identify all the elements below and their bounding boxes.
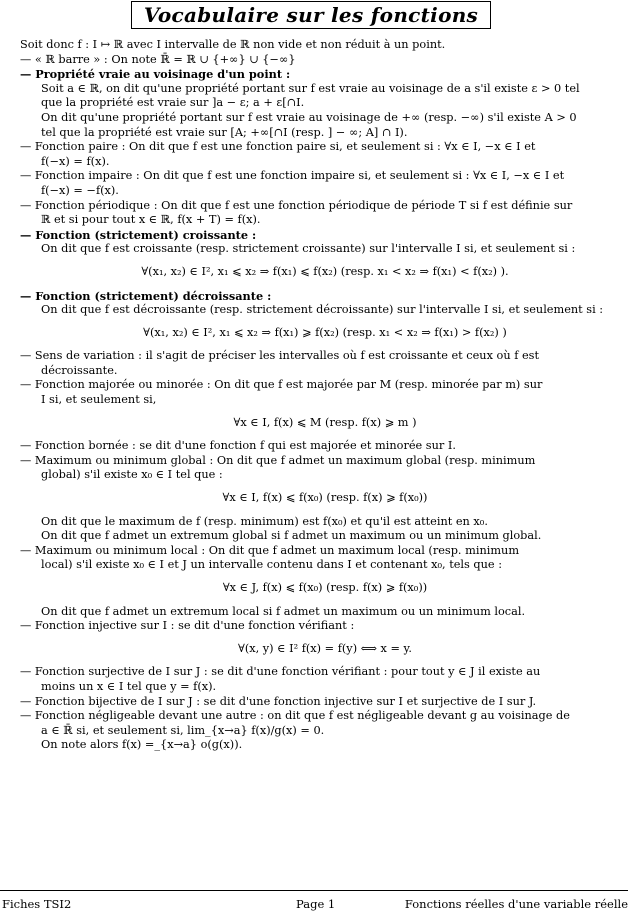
extremum-local-text: On dit que f admet un extremum local si f admet un maximum ou un minimum local. (41, 604, 526, 618)
intro-line: Soit donc f : I ↦ ℝ avec I intervalle de ℝ non vide et non réduit à un point. (20, 38, 446, 51)
propriete-voisinage-heading: — Propriété vraie au voisinage d'un point : (20, 67, 291, 82)
document-body (20, 38, 628, 753)
extremum-local-line-1: — Maximum ou minimum local : On dit que f admet un maximum local (resp. minimum (20, 543, 520, 557)
majoree-minoree-line-1: — Fonction majorée ou minorée : On dit que f est majorée par M (resp. minorée par m) sur (20, 378, 543, 392)
sens-variation-line-1: — Sens de variation : il s'agit de préciser les intervalles où f est croissante et ceux où f est (20, 349, 540, 363)
surjective-line-1: — Fonction surjective de I sur J : se dit d'une fonction vérifiant : pour tout y ∈ J il existe au (20, 665, 541, 679)
extremum-global-line-2: global) s'il existe x₀ ∈ I tel que : (41, 468, 223, 482)
extremum-global-text-2: On dit que f admet un extremum global si f admet un maximum ou un minimum global. (41, 529, 542, 543)
propriete-voisinage-text-3: On dit qu'une propriété portant sur f est vraie au voisinage de +∞ (resp. −∞) s'il existe A > 0 (41, 110, 577, 124)
decroissante-equation: ∀(x₁, x₂) ∈ I², x₁ ⩽ x₂ ⇒ f(x₁) ⩾ f(x₂) (resp. x₁ < x₂ ⇒ f(x₁) > f(x₂) ) (143, 325, 507, 339)
footer-right: Fonctions réelles d'une variable réelle (404, 897, 628, 911)
negligeable-line-3: On note alors f(x) =_{x→a} o(g(x)). (41, 738, 243, 752)
croissante-heading: — Fonction (strictement) croissante : (20, 227, 257, 242)
propriete-voisinage-text-1: Soit a ∈ ℝ, on dit qu'une propriété portant sur f est vraie au voisinage de a s'il existe ε > 0 tel (41, 81, 580, 95)
fonction-paire-line-2: f(−x) = f(x). (41, 154, 110, 168)
title-box (131, 1, 491, 29)
fonction-periodique-line-2: ℝ et si pour tout x ∈ ℝ, f(x + T) = f(x). (41, 213, 261, 227)
footer-page-number: Page 1 (296, 897, 336, 911)
extremum-local-equation: ∀x ∈ J, f(x) ⩽ f(x₀) (resp. f(x) ⩾ f(x₀)) (222, 581, 428, 594)
fonction-impaire-line-1: — Fonction impaire : On dit que f est une fonction impaire si, et seulement si : ∀x ∈ I, −x ∈ I et (20, 169, 565, 183)
bijective-line: — Fonction bijective de I sur J : se dit d'une fonction injective sur I et surjective de I sur J. (20, 694, 537, 708)
propriete-voisinage-text-2: que la propriété est vraie sur ]a − ε; a + ε[∩I. (41, 96, 305, 110)
extremum-local-line-2: local) s'il existe x₀ ∈ I et J un intervalle contenu dans I et contenant x₀, tels que : (41, 558, 503, 572)
surjective-line-2: moins un x ∈ I tel que y = f(x). (41, 679, 217, 693)
footer-left: Fiches TSI2 (2, 897, 72, 911)
extremum-global-line-1: — Maximum ou minimum global : On dit que f admet un maximum global (resp. minimum (20, 453, 536, 467)
r-barre-definition: — « ℝ barre » : On note ℝ̄ = ℝ ∪ {+∞} ∪ {−∞} (20, 52, 296, 66)
footer-rule (0, 890, 628, 891)
croissante-text: On dit que f est croissante (resp. strictement croissante) sur l'intervalle I si, et seulement si : (41, 242, 576, 256)
fonction-paire-line-1: — Fonction paire : On dit que f est une fonction paire si, et seulement si : ∀x ∈ I, −x ∈ I et (20, 140, 536, 154)
croissante-equation: ∀(x₁, x₂) ∈ I², x₁ ⩽ x₂ ⇒ f(x₁) ⩽ f(x₂) (resp. x₁ < x₂ ⇒ f(x₁) < f(x₂) ). (141, 264, 509, 278)
extremum-global-equation: ∀x ∈ I, f(x) ⩽ f(x₀) (resp. f(x) ⩾ f(x₀)) (222, 491, 428, 505)
fonction-periodique-line-1: — Fonction périodique : On dit que f est une fonction périodique de période T si f est définie sur (20, 198, 573, 212)
fonction-impaire-line-2: f(−x) = −f(x). (41, 183, 119, 197)
negligeable-line-1: — Fonction négligeable devant une autre : on dit que f est négligeable devant g au voisinage de (20, 709, 570, 723)
propriete-voisinage-text-4: tel que la propriété est vraie sur [A; +∞[∩I (resp. ] − ∞; A] ∩ I). (41, 125, 408, 139)
injective-line: — Fonction injective sur I : se dit d'une fonction vérifiant : (20, 619, 355, 633)
injective-equation: ∀(x, y) ∈ I² f(x) = f(y) ⟺ x = y. (238, 641, 412, 655)
majoree-minoree-line-2: I si, et seulement si, (41, 393, 157, 407)
majoree-minoree-equation: ∀x ∈ I, f(x) ⩽ M (resp. f(x) ⩾ m ) (233, 415, 417, 429)
decroissante-text: On dit que f est décroissante (resp. strictement décroissante) sur l'intervalle I si, et seulement si : (41, 303, 604, 317)
bornee-line: — Fonction bornée : se dit d'une fonction f qui est majorée et minorée sur I. (20, 439, 456, 453)
decroissante-heading: — Fonction (strictement) décroissante : (20, 288, 272, 303)
negligeable-line-2: a ∈ ℝ̄ si, et seulement si, lim_{x→a} f(x)/g(x) = 0. (41, 723, 325, 737)
sens-variation-line-2: décroissante. (41, 363, 118, 377)
extremum-global-text-1: On dit que le maximum de f (resp. minimum) est f(x₀) et qu'il est atteint en x₀. (41, 514, 488, 528)
page-title: Vocabulaire sur les fonctions (143, 3, 479, 27)
